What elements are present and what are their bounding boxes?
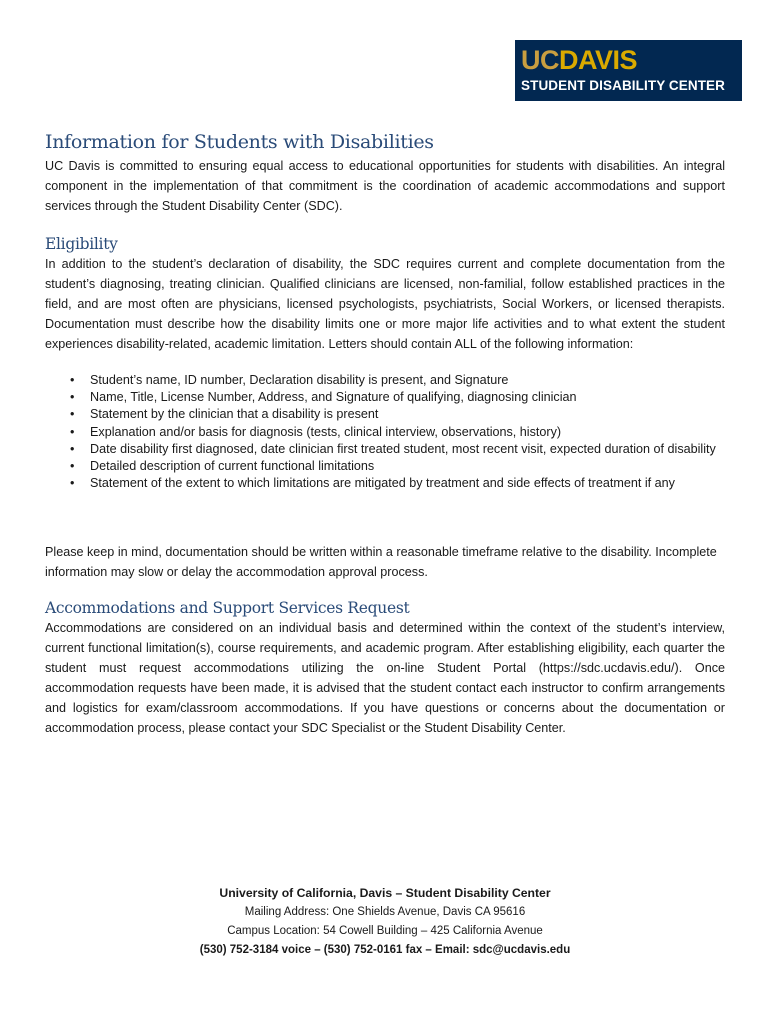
footer-contact: (530) 752-3184 voice – (530) 752-0161 fax – Email: sdc@ucdavis.edu <box>199 944 571 956</box>
logo-uc: UC <box>521 45 559 75</box>
accommodations-heading: Accommodations and Support Services Request <box>45 599 410 618</box>
requirements-list <box>45 372 725 492</box>
uc-davis-sdc-logo <box>515 40 742 101</box>
list-item: • Statement by the clinician that a disability is present <box>90 406 725 423</box>
footer <box>45 884 725 960</box>
list-item: • Name, Title, License Number, Address, and Signature of qualifying, diagnosing clinician <box>90 389 725 406</box>
list-item: • Detailed description of current functional limitations <box>90 458 725 475</box>
timeframe-note: Please keep in mind, documentation should be written within a reasonable timeframe relative to the disability. Incomplete information may slow or delay the accommodation approval process. <box>45 545 717 580</box>
accommodations-paragraph: Accommodations are considered on an individual basis and determined within the context of the student’s interview, current functional limitation(s), course requirements, and academic program. After establishing eligibility, each quarter the student must request accommodations utilizing the on-line Student Portal (https://sdc.ucdavis.edu/). Once accommodation requests have been made, it is advised that the student contact each instructor to confirm arrangements and logistics for exam/classroom accommodations. If you have questions or concerns about the documentation or accommodation process, please contact your SDC Specialist or the Student Disability Center. <box>45 621 725 736</box>
logo-wordmark <box>521 47 742 74</box>
footer-campus-location: Campus Location: 54 Cowell Building – 425 California Avenue <box>227 925 543 937</box>
list-item: • Student’s name, ID number, Declaration disability is present, and Signature <box>90 372 725 389</box>
document-body <box>45 130 725 738</box>
footer-mailing-address: Mailing Address: One Shields Avenue, Davis CA 95616 <box>244 906 526 918</box>
eligibility-paragraph: In addition to the student’s declaration of disability, the SDC requires current and complete documentation from the student’s diagnosing, treating clinician. Qualified clinicians are licensed, non-familial, follow established practices in the field, and are most often are physicians, licensed psychologists, psychiatrists, Social Workers, or licensed therapists. Documentation must describe how the disability limits one or more major life activities and to what extent the student experiences disability-related, academic limitation. Letters should contain ALL of the following information: <box>45 257 725 351</box>
intro-paragraph: UC Davis is committed to ensuring equal access to educational opportunities for students with disabilities. An integral component in the implementation of that commitment is the coordination of academic accommodations and support services through the Student Disability Center (SDC). <box>45 159 725 213</box>
page-title: Information for Students with Disabilities <box>45 131 434 153</box>
list-item: • Statement of the extent to which limitations are mitigated by treatment and side effects of treatment if any <box>90 475 725 492</box>
logo-subtitle: STUDENT DISABILITY CENTER <box>521 78 726 93</box>
footer-title: University of California, Davis – Student Disability Center <box>219 886 551 900</box>
logo-davis: DAVIS <box>559 45 638 75</box>
list-item: • Explanation and/or basis for diagnosis (tests, clinical interview, observations, history) <box>90 424 725 441</box>
list-item: • Date disability first diagnosed, date clinician first treated student, most recent visit, expected duration of disability <box>90 441 725 458</box>
eligibility-heading: Eligibility <box>45 235 118 253</box>
